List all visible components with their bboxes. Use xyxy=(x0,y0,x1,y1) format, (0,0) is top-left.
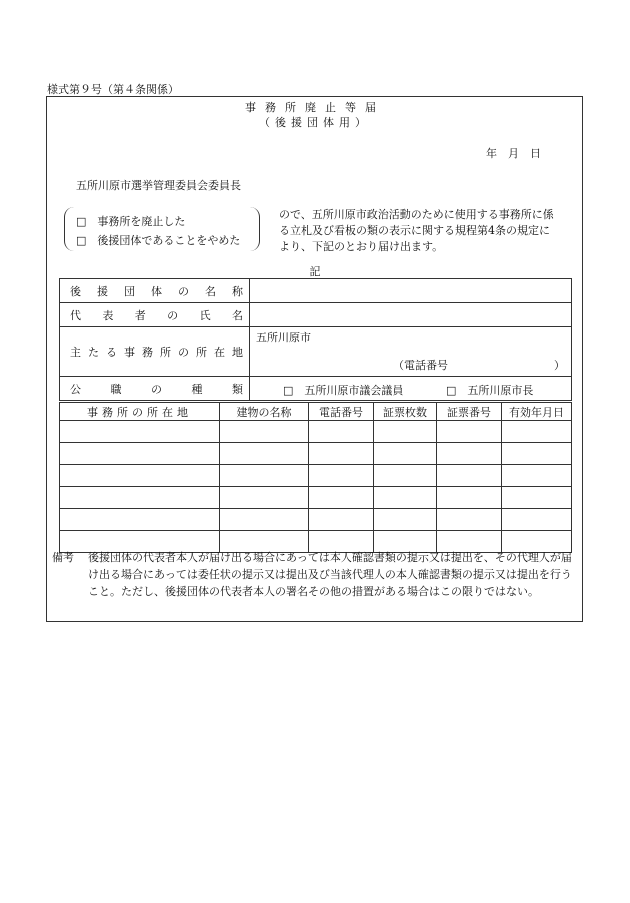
label-char: 在 xyxy=(214,345,225,359)
option-stop-support-group[interactable]: □ 後援団体であることをやめた xyxy=(76,234,241,247)
table-row xyxy=(60,487,572,509)
table-row xyxy=(60,465,572,487)
table-cell[interactable] xyxy=(309,509,374,531)
table-row xyxy=(60,303,572,327)
header-phone: 電話番号 xyxy=(309,403,374,421)
position-field xyxy=(250,377,572,401)
table-row xyxy=(60,443,572,465)
table-cell[interactable] xyxy=(374,443,437,465)
addressee: 五所川原市選挙管理委員会委員長 xyxy=(76,179,241,192)
position-option-mayor[interactable]: □ 五所川原市長 xyxy=(446,384,534,397)
table-cell[interactable] xyxy=(437,421,502,443)
table-cell[interactable] xyxy=(60,509,220,531)
label-char: の xyxy=(151,382,162,396)
table-row xyxy=(60,509,572,531)
label-char: 公 xyxy=(70,382,81,396)
table-cell[interactable] xyxy=(220,465,309,487)
office-address-prefix: 五所川原市 xyxy=(256,331,311,344)
table-cell[interactable] xyxy=(502,443,572,465)
representative-label xyxy=(60,303,250,327)
phone-close: ） xyxy=(554,359,565,372)
date-line: 年 月 日 xyxy=(486,147,541,160)
label-char: 氏 xyxy=(199,308,211,322)
table-cell[interactable] xyxy=(60,487,220,509)
label-char: 代 xyxy=(70,308,81,322)
label-char: 地 xyxy=(232,345,243,359)
table-cell[interactable] xyxy=(374,487,437,509)
table-cell[interactable] xyxy=(309,421,374,443)
table-cell[interactable] xyxy=(60,465,220,487)
body-text-line: より、下記のとおり届け出ます。 xyxy=(279,240,444,253)
spread-text xyxy=(64,344,249,360)
table-cell[interactable] xyxy=(60,443,220,465)
table-row xyxy=(60,279,572,303)
table-cell[interactable] xyxy=(374,421,437,443)
body-text-line: ので、五所川原市政治活動のために使用する事務所に係 xyxy=(279,208,554,221)
detail-table xyxy=(59,402,572,553)
label-char: 援 xyxy=(97,284,108,298)
form-number-label: 様式第９号（第４条関係） xyxy=(47,83,179,96)
table-cell[interactable] xyxy=(437,509,502,531)
remarks xyxy=(52,549,577,600)
label-char: 務 xyxy=(142,345,153,359)
label-char: 後 xyxy=(70,284,81,298)
table-cell[interactable] xyxy=(60,421,220,443)
option-close-office[interactable]: □ 事務所を廃止した xyxy=(76,215,186,228)
body-text-line: る立札及び看板の類の表示に関する規程第4条の規定に xyxy=(279,224,550,237)
spread-text xyxy=(64,307,249,323)
label-char: の xyxy=(167,308,179,322)
header-building-name: 建物の名称 xyxy=(220,403,309,421)
remarks-text: 後援団体の代表者本人が届け出る場合にあっては本人確認書類の提示又は提出を、その代理人が届け出る場合にあっては委任状の提示又は提出及び当該代理人の本人確認書類の提示又は提出を行うこと。ただし、後援団体の代表者本人の署名その他の措置がある場合はこの限りではない。 xyxy=(88,551,572,598)
header-certificate-count: 証票枚数 xyxy=(374,403,437,421)
label-char: 事 xyxy=(124,345,135,359)
office-address-field[interactable] xyxy=(250,327,572,377)
label-char: 名 xyxy=(205,284,216,298)
label-char: の xyxy=(178,345,189,359)
spread-text xyxy=(64,283,249,299)
label-char: 団 xyxy=(124,284,135,298)
label-char: の xyxy=(178,284,189,298)
table-cell[interactable] xyxy=(502,465,572,487)
table-row xyxy=(60,421,572,443)
label-char: 称 xyxy=(232,284,243,298)
label-char: 職 xyxy=(110,382,122,396)
label-char: た xyxy=(88,345,99,359)
label-char: る xyxy=(106,345,117,359)
form-subtitle: （後援団体用） xyxy=(259,116,371,129)
header-certificate-number: 証票番号 xyxy=(437,403,502,421)
table-cell[interactable] xyxy=(309,487,374,509)
table-cell[interactable] xyxy=(220,487,309,509)
table-cell[interactable] xyxy=(437,487,502,509)
table-cell[interactable] xyxy=(374,509,437,531)
table-cell[interactable] xyxy=(502,509,572,531)
table-header-row xyxy=(60,403,572,421)
label-char: 表 xyxy=(102,308,114,322)
label-char: 所 xyxy=(196,345,207,359)
form-title: 事務所廃止等届 xyxy=(245,101,385,114)
label-char: 種 xyxy=(191,382,203,396)
position-option-council[interactable]: □ 五所川原市議会議員 xyxy=(283,384,404,397)
ki-heading: 記 xyxy=(309,265,321,278)
header-text: 事務所の所在地 xyxy=(87,405,192,419)
table-cell[interactable] xyxy=(220,421,309,443)
office-address-label xyxy=(60,327,250,377)
detail-body xyxy=(60,421,572,553)
label-char: 者 xyxy=(134,308,146,322)
table-cell[interactable] xyxy=(437,465,502,487)
label-char: 所 xyxy=(160,345,171,359)
representative-field[interactable] xyxy=(250,303,572,327)
label-char: 体 xyxy=(151,284,162,298)
table-cell[interactable] xyxy=(220,509,309,531)
spread-text xyxy=(64,381,249,397)
table-cell[interactable] xyxy=(437,443,502,465)
table-row xyxy=(60,327,572,377)
label-char: 主 xyxy=(70,345,81,359)
table-cell[interactable] xyxy=(502,487,572,509)
group-name-label xyxy=(60,279,250,303)
header-valid-date: 有効年月日 xyxy=(502,403,572,421)
table-row xyxy=(60,377,572,401)
phone-label: （電話番号 xyxy=(393,359,448,372)
table-cell[interactable] xyxy=(309,443,374,465)
label-char: 類 xyxy=(232,382,243,396)
table-cell[interactable] xyxy=(309,465,374,487)
table-cell[interactable] xyxy=(374,465,437,487)
table-cell[interactable] xyxy=(220,443,309,465)
table-cell[interactable] xyxy=(502,421,572,443)
position-label xyxy=(60,377,250,401)
info-table xyxy=(59,278,572,401)
label-char: 名 xyxy=(231,308,243,322)
remarks-label: 備考 xyxy=(52,551,74,564)
header-office-location xyxy=(60,403,220,421)
group-name-field[interactable] xyxy=(250,279,572,303)
